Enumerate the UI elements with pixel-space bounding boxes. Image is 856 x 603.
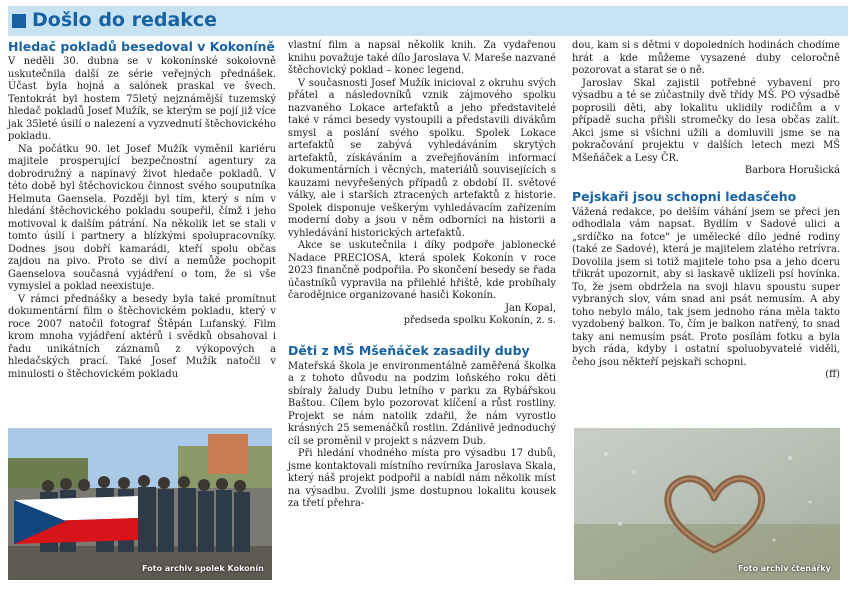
article-headline-kindergarten: Děti z MŠ Mšeňáček zasadily duby bbox=[288, 342, 530, 358]
article-paragraph: Vážená redakce, po delším váhání jsem se přeci jen odhodlala vám napsat. Bydlím v Sadové ulici a „srdíčko na fotce" je umělecké dílo jedné rodiny (také ze Sadové), která je majitelem zlatého retrívra. Dovolila jsem si totiž majitele toho psa a jeho dceru třikrát upozornit, aby si laskavě uklízeli psí hovínka. To, že jsem obdržela na svoji hlavu spoustu super vybraných slov, vám snad ani psát nemusím. A aby toho nebylo málo, tak jsem jednoho rána měla takto vyzdobený balkon. To, čím je balkon natřený, to snad taky ani nemusím psát. Proto posílám fotku a byla bych ráda, kdyby i ostatní spoluobyvatelé viděli, čeho jsou někteří pejskaři schopni. bbox=[572, 206, 840, 368]
section-title: Došlo do redakce bbox=[32, 9, 218, 31]
signature-role: předseda spolku Kokonín, z. s. bbox=[403, 315, 556, 326]
article-paragraph: dou, kam si s dětmi v dopoledních hodinách chodíme hrát a kde můžeme vysazené duby celoročně pozorovat a starat se o ně. bbox=[572, 40, 840, 76]
photo-caption: Foto archiv spolek Kokonín bbox=[142, 564, 264, 573]
article-paragraph: V současnosti Josef Mužík inicioval z okruhu svých přátel a následovníků vznik zájmového spolku nazvaného Lokace artefaktů a jeho představitelé také v rámci besedy vystoupili a představili divákům smysl a poslání svého spolku. Spolek Lokace artefaktů se zabývá vyhledáváním skrytých artefaktů, získáváním a zveřejňováním informací dokumentárních i věcných, materiálů souvisejících s kauzami nevyřešených případů z období II. světové války, ale i starších ztracených artefaktů z historie. Spolek disponuje veškerým vyhledávacím zařízením moderní doby a jsou v něm odborníci na historii a vyhledávání historických artefaktů. bbox=[288, 77, 556, 239]
article-headline-treasure: Hledač pokladů besedoval v Kokoníně bbox=[8, 39, 275, 54]
group-photo-image bbox=[8, 428, 272, 580]
column-3 bbox=[572, 40, 840, 382]
header-square-icon bbox=[12, 14, 26, 28]
czech-flag bbox=[14, 496, 138, 544]
article-paragraph: Mateřská škola je environmentálně zaměřená školka a z tohoto důvodu na podzim loňského roku děti sbíraly žaludy Dubu letního v parku za Rybářskou Baštou. Cílem bylo pozorovat klíčení a růst rostliny. Projekt se nám natolik zdařil, že nám vyrostlo krásných 25 semenáčků rostlin. Zdánlivě jednoduchý cíl se proměnil v projekt s názvem Dub. bbox=[288, 360, 556, 447]
article-paragraph: V neděli 30. dubna se v kokonínské sokolovně uskutečnila další ze série veřejných přednášek. Účast byla hojná a salónek praskal ve švech. Tentokrát byl hostem 75letý nejznámější tuzemský hledač pokladů Josef Mužík, se kterým se pojí již více jak 35leté úsilí o nalezení a vyzvednutí štěchovického pokladu. bbox=[8, 56, 276, 142]
column-1 bbox=[8, 40, 276, 381]
article-paragraph: Při hledání vhodného místa pro výsadbu 17 dubů, jsme kontaktovali místního revírníka Jaroslava Skala, který náš projekt podpořil a nabídl nám několik míst na výsadbu. Zvolili jsme dostupnou lokalitu kousek za třetí přehra- bbox=[288, 448, 556, 509]
balcony-heart-image bbox=[574, 428, 840, 580]
article-headline-dog-owners: Pejskaři jsou schopni ledasčeho bbox=[572, 188, 797, 204]
article-paragraph: Jaroslav Skal zajistil potřebné vybavení pro výsadbu a té se zúčastnily dvě třídy MŠ. PO výsadbě poprosili děti, aby lokalitu uklidily rodičům a v případě sucha přišli stromečky do lesa občas zalít. Akci jsme si všichni užili a domluvili jsme se na pokračování projektu v dalších letech mezi MŠ Mšeňáček a Lesy ČR. bbox=[572, 77, 840, 164]
article-paragraph: Na počátku 90. let Josef Mužík vyměnil kariéru majitele prosperující bezpečnostní agentury za dobrodružný a napínavý život hledače pokladů. V této době byl štěchovickou činnost svého souputníka Helmuta Gaensela. Později byl tím, který s ním v hledání štěchovického pokladu soupeřil, čímž i jeho motivoval k dalším pátrání. Na několik let se stali v tomto úsilí i partnery a blízkými spolupracovníky. Dodnes jsou dobří kamarádi, kteří spolu občas zajdou na pivo. Proto se diví a nemůže pochopit Gaenselova současná vyjádření o tom, že si vše vymyslel a poklad neexistuje. bbox=[8, 143, 276, 292]
article-paragraph: V rámci přednášky a besedy byla také promítnut dokumentární film o štěchovickém pokladu, který v roce 2007 natočil fotograf Štěpán Lufanský. Film krom mnoha vyjádření aktérů i svědků obsahoval i řadu unikátních záznamů z výkopových a hledačských prací. Také Josef Mužík natočil v minulosti o štěchovickém pokladu bbox=[8, 293, 276, 380]
balcony-heart-photo bbox=[574, 428, 840, 580]
group-photo bbox=[8, 428, 272, 580]
signature-name: Barbora Horušická bbox=[744, 165, 840, 176]
section-header bbox=[8, 6, 848, 36]
photo-caption: Foto archiv čtenářky bbox=[738, 564, 831, 573]
column-2 bbox=[288, 40, 556, 511]
signature-name: Jan Kopal, bbox=[505, 302, 556, 314]
signature-name: (ff) bbox=[825, 369, 840, 380]
article-paragraph: Akce se uskutečnila i díky podpoře jablonecké Nadace PRECIOSA, která spolek Kokonín v roce 2023 finančně podpořila. Po skončení besedy se řada účastníků vypravila na přilehlé hřiště, kde probíhaly čarodějnice organizované hasiči Kokonín. bbox=[288, 240, 556, 301]
article-paragraph: vlastní film a napsal několik knih. Za vydařenou knihu považuje také dílo Jaroslava V. Mareše nazvané štěchovický poklad – konec legend. bbox=[288, 40, 556, 76]
